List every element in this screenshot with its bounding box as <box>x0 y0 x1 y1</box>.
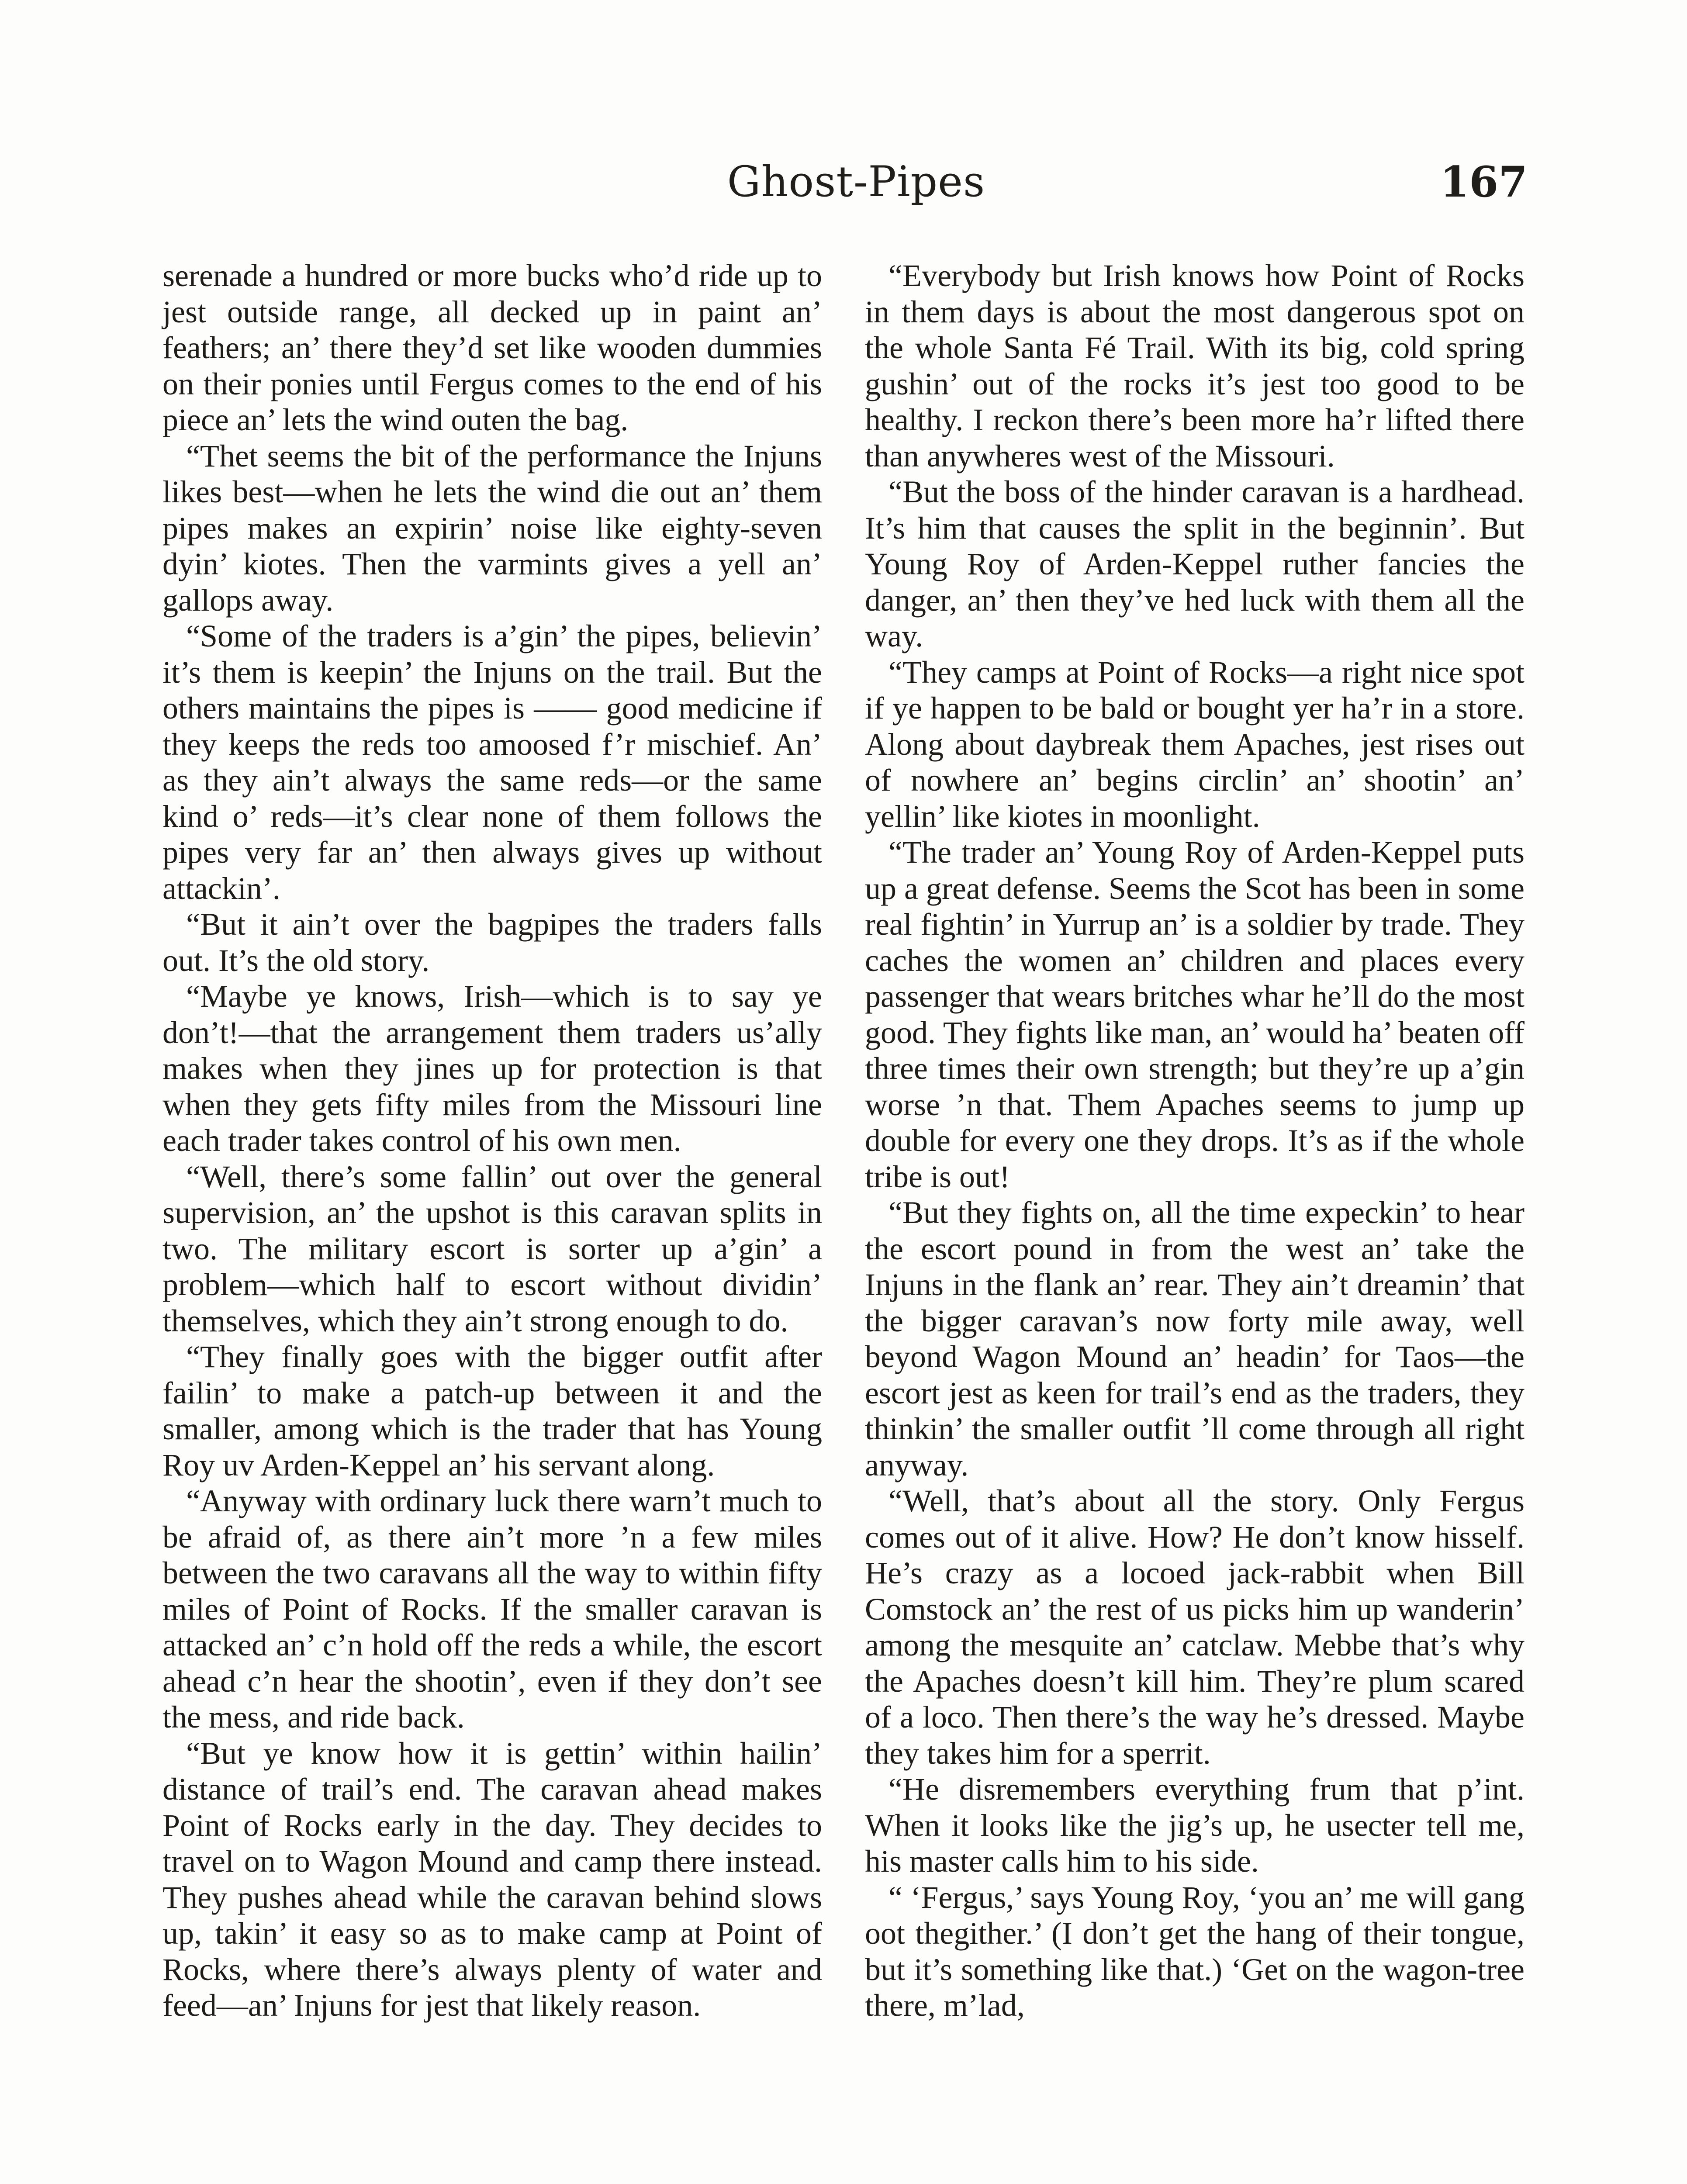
paragraph: “But the boss of the hinder caravan is a hardhead. It’s him that causes the split in the beginnin’. But Young Roy of Arden-Keppel ruther fancies the danger, an’ then they’ve hed luck with them all the way. <box>865 474 1525 653</box>
paragraph: “Everybody but Irish knows how Point of Rocks in them days is about the most dangerous spot on the whole Santa Fé Trail. With its big, cold spring gushin’ out of the rocks it’s jest too good to be healthy. I reckon there’s been more ha’r lifted there than anywheres west of the Missouri. <box>865 258 1525 473</box>
paragraph: “He disremembers everything frum that p’int. When it looks like the jig’s up, he usecter tell me, his master calls him to his side. <box>865 1772 1525 1879</box>
paragraph: “Anyway with ordinary luck there warn’t much to be afraid of, as there ain’t more ’n a few miles between the two caravans all the way to within fifty miles of Point of Rocks. If the smaller caravan is attacked an’ c’n hold off the reds a while, the escort ahead c’n hear the shootin’, even if they don’t see the mess, and ride back. <box>162 1483 822 1735</box>
paragraph: “Some of the traders is a’gin’ the pipes, believin’ it’s them is keepin’ the Injuns on the trail. But the others maintains the pipes is —— good medicine if they keeps the reds too amoosed f’r mischief. An’ as they ain’t always the same reds—or the same kind o’ reds—it’s clear none of them follows the pipes very far an’ then always gives up without attackin’. <box>162 619 822 906</box>
paragraph: “But it ain’t over the bagpipes the traders falls out. It’s the old story. <box>162 907 822 978</box>
right-column <box>865 258 1525 2024</box>
paragraph: “But they fights on, all the time expeckin’ to hear the escort pound in from the west an’ take the Injuns in the flank an’ rear. They ain’t dreamin’ that the bigger caravan’s now forty mile away, well beyond Wagon Mound an’ headin’ for Taos—the escort jest as keen for trail’s end as the traders, they thinkin’ the smaller outfit ’ll come through all right anyway. <box>865 1195 1525 1482</box>
paragraph: “But ye know how it is gettin’ within hailin’ distance of trail’s end. The caravan ahead makes Point of Rocks early in the day. They decides to travel on to Wagon Mound and camp there instead. They pushes ahead while the caravan behind slows up, takin’ it easy so as to make camp at Point of Rocks, where there’s always plenty of water and feed—an’ Injuns for jest that likely reason. <box>162 1735 822 2023</box>
paragraph: “Thet seems the bit of the performance the Injuns likes best—when he lets the wind die out an’ them pipes makes an expirin’ noise like eighty-seven dyin’ kiotes. Then the varmints gives a yell an’ gallops away. <box>162 438 822 618</box>
page-number: 167 <box>1440 157 1528 207</box>
paragraph: “ ‘Fergus,’ says Young Roy, ‘you an’ me will gang oot thegither.’ (I don’t get the hang of their tongue, but it’s something like that.) ‘Get on the wagon-tree there, m’lad, <box>865 1880 1525 2023</box>
running-head <box>0 157 1687 210</box>
paragraph: serenade a hundred or more bucks who’d ride up to jest outside range, all decked up in paint an’ feathers; an’ there they’d set like wooden dummies on their ponies until Fergus comes to the end of his piece an’ lets the wind outen the bag. <box>162 258 822 437</box>
running-title: Ghost-Pipes <box>727 157 985 206</box>
paragraph: “They camps at Point of Rocks—a right nice spot if ye happen to be bald or bought yer ha’r in a store. Along about daybreak them Apaches, jest rises out of nowhere an’ begins circlin’ an’ shootin’ an’ yellin’ like kiotes in moonlight. <box>865 654 1525 834</box>
paragraph: “Well, that’s about all the story. Only Fergus comes out of it alive. How? He don’t know hisself. He’s crazy as a locoed jack-rabbit when Bill Comstock an’ the rest of us picks him up wanderin’ among the mesquite an’ catclaw. Mebbe that’s why the Apaches doesn’t kill him. They’re plum scared of a loco. Then there’s the way he’s dressed. Maybe they takes him for a sperrit. <box>865 1483 1525 1771</box>
paragraph: “Well, there’s some fallin’ out over the general supervision, an’ the upshot is this caravan splits in two. The military escort is sorter up a’gin’ a problem—which half to escort without dividin’ themselves, which they ain’t strong enough to do. <box>162 1159 822 1338</box>
paragraph: “They finally goes with the bigger outfit after failin’ to make a patch-up between it and the smaller, among which is the trader that has Young Roy uv Arden-Keppel an’ his servant along. <box>162 1339 822 1482</box>
paragraph: “Maybe ye knows, Irish—which is to say ye don’t!—that the arrangement them traders us’ally makes when they jines up for protection is that when they gets fifty miles from the Missouri line each trader takes control of his own men. <box>162 979 822 1158</box>
left-column <box>162 258 822 2024</box>
paragraph: “The trader an’ Young Roy of Arden-Keppel puts up a great defense. Seems the Scot has been in some real fightin’ in Yurrup an’ is a soldier by trade. They caches the women an’ children and places every passenger that wears britches whar he’ll do the most good. They fights like man, an’ would ha’ beaten off three times their own strength; but they’re up a’gin worse ’n that. Them Apaches seems to jump up double for every one they drops. It’s as if the whole tribe is out! <box>865 835 1525 1194</box>
